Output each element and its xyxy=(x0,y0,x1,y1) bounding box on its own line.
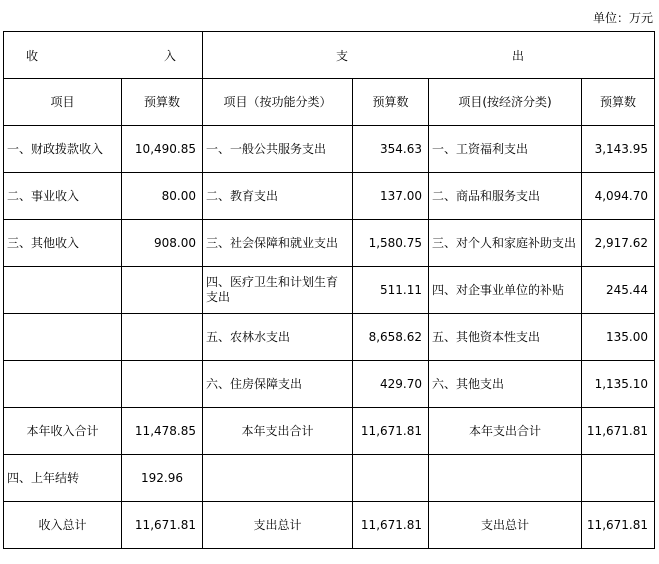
func-item: 三、社会保障和就业支出 xyxy=(203,220,353,267)
econ-amount: 135.00 xyxy=(582,314,655,361)
income-amount xyxy=(122,314,203,361)
empty-cell xyxy=(429,455,582,502)
func-item: 一、一般公共服务支出 xyxy=(203,126,353,173)
income-item: 三、其他收入 xyxy=(4,220,122,267)
grand-econ-total-label: 支出总计 xyxy=(429,502,582,549)
unit-label: 单位：万元 xyxy=(592,11,653,25)
func-amount: 511.11 xyxy=(353,267,429,314)
year-func-total-label: 本年支出合计 xyxy=(203,408,353,455)
func-amount: 137.00 xyxy=(353,173,429,220)
income-amount xyxy=(122,361,203,408)
table-row xyxy=(4,314,655,361)
carryover-row xyxy=(4,455,655,502)
econ-item: 五、其他资本性支出 xyxy=(429,314,582,361)
income-item: 一、财政拨款收入 xyxy=(4,126,122,173)
empty-cell xyxy=(582,455,655,502)
econ-item: 三、对个人和家庭补助支出 xyxy=(429,220,582,267)
grand-income-total-label: 收入总计 xyxy=(4,502,122,549)
econ-item: 一、工资福利支出 xyxy=(429,126,582,173)
income-amount: 908.00 xyxy=(122,220,203,267)
year-total-row xyxy=(4,408,655,455)
col-header-func-amount: 预算数 xyxy=(353,79,429,126)
income-section-left: 收 xyxy=(26,49,39,63)
econ-item: 二、商品和服务支出 xyxy=(429,173,582,220)
income-item: 二、事业收入 xyxy=(4,173,122,220)
table-row xyxy=(4,361,655,408)
grand-econ-total-amount: 11,671.81 xyxy=(582,502,655,549)
empty-cell xyxy=(353,455,429,502)
col-header-income-amount: 预算数 xyxy=(122,79,203,126)
income-item xyxy=(4,314,122,361)
grand-func-total-amount: 11,671.81 xyxy=(353,502,429,549)
income-item xyxy=(4,267,122,314)
budget-table xyxy=(3,31,655,549)
func-item: 二、教育支出 xyxy=(203,173,353,220)
income-section-right: 入 xyxy=(163,49,176,63)
func-amount: 8,658.62 xyxy=(353,314,429,361)
func-item: 五、农林水支出 xyxy=(203,314,353,361)
econ-amount: 4,094.70 xyxy=(582,173,655,220)
grand-total-row xyxy=(4,502,655,549)
table-row xyxy=(4,126,655,173)
expense-section-right: 出 xyxy=(512,49,525,63)
col-header-econ-item: 项目(按经济分类) xyxy=(429,79,582,126)
econ-amount: 2,917.62 xyxy=(582,220,655,267)
func-item: 六、住房保障支出 xyxy=(203,361,353,408)
carryover-label: 四、上年结转 xyxy=(4,455,122,502)
empty-cell xyxy=(203,455,353,502)
func-amount: 429.70 xyxy=(353,361,429,408)
table-row xyxy=(4,220,655,267)
year-econ-total-label: 本年支出合计 xyxy=(429,408,582,455)
income-amount: 80.00 xyxy=(122,173,203,220)
income-item xyxy=(4,361,122,408)
year-func-total-amount: 11,671.81 xyxy=(353,408,429,455)
grand-func-total-label: 支出总计 xyxy=(203,502,353,549)
income-amount: 10,490.85 xyxy=(122,126,203,173)
income-section-header xyxy=(4,32,203,79)
func-amount: 1,580.75 xyxy=(353,220,429,267)
econ-item: 四、对企事业单位的补贴 xyxy=(429,267,582,314)
section-header-row xyxy=(4,32,655,79)
econ-item: 六、其他支出 xyxy=(429,361,582,408)
carryover-amount: 192.96 xyxy=(122,455,203,502)
year-income-total-label: 本年收入合计 xyxy=(4,408,122,455)
col-header-income-item: 项目 xyxy=(4,79,122,126)
year-income-total-amount: 11,478.85 xyxy=(122,408,203,455)
year-econ-total-amount: 11,671.81 xyxy=(582,408,655,455)
col-header-func-item: 项目（按功能分类） xyxy=(203,79,353,126)
func-amount: 354.63 xyxy=(353,126,429,173)
grand-income-total-amount: 11,671.81 xyxy=(122,502,203,549)
income-amount xyxy=(122,267,203,314)
econ-amount: 245.44 xyxy=(582,267,655,314)
col-header-econ-amount: 预算数 xyxy=(582,79,655,126)
expense-section-header xyxy=(203,32,655,79)
table-row xyxy=(4,267,655,314)
expense-section-left: 支 xyxy=(336,49,349,63)
column-header-row xyxy=(4,79,655,126)
econ-amount: 1,135.10 xyxy=(582,361,655,408)
table-row xyxy=(4,173,655,220)
func-item: 四、医疗卫生和计划生育支出 xyxy=(203,267,353,314)
econ-amount: 3,143.95 xyxy=(582,126,655,173)
